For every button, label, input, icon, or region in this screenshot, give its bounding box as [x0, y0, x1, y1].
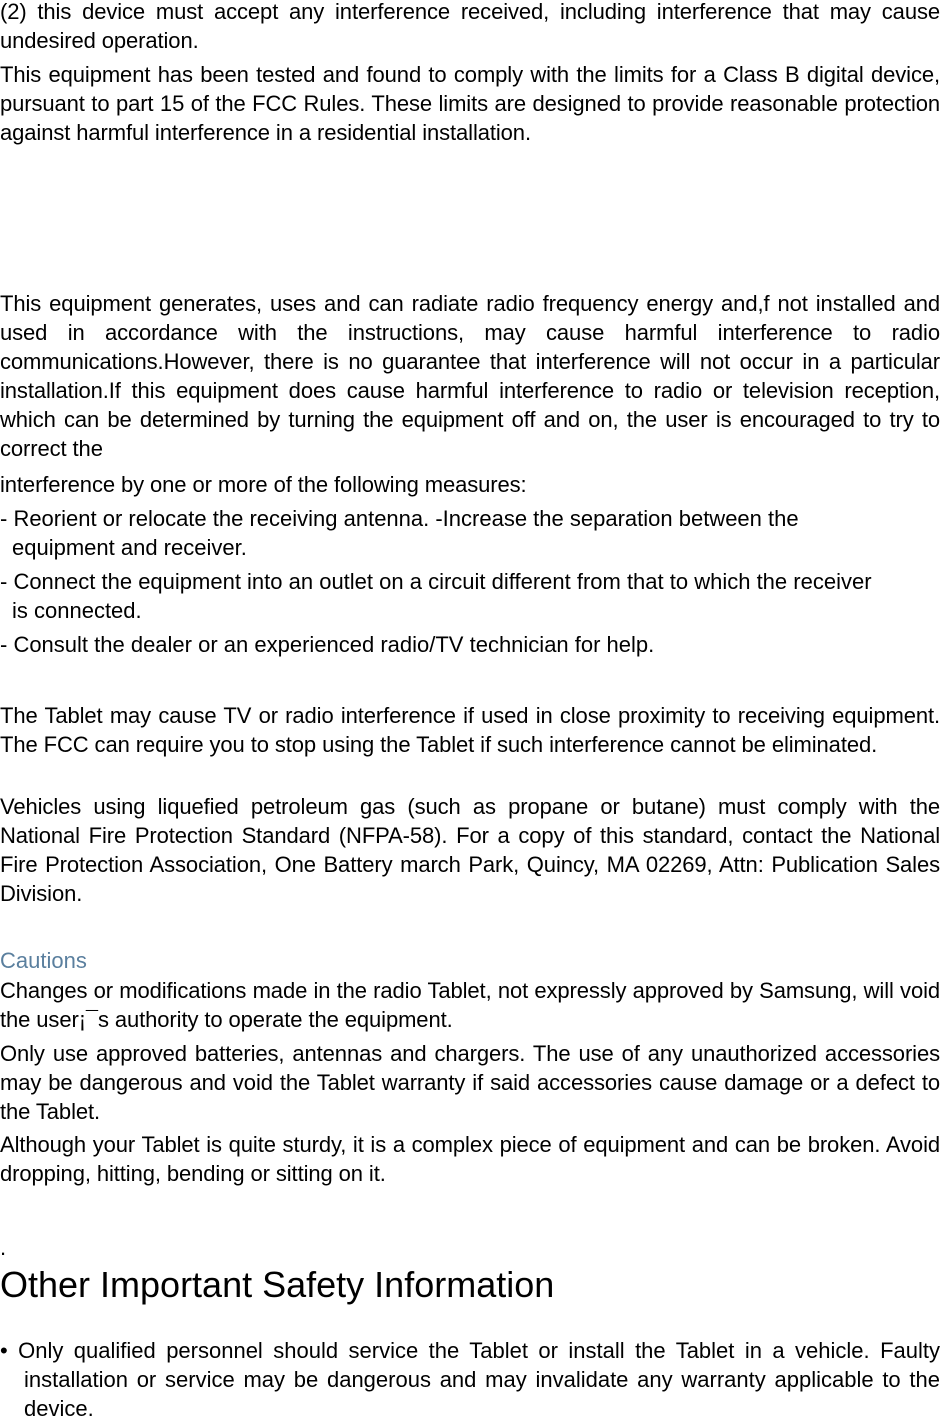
- paragraph-rf-energy: This equipment generates, uses and can radiate radio frequency energy and,f not installed and used in accordance with the instructions, may cause harmful interference to radio communications.However, there is no guarantee that interference will not occur in a particular installation.If this equipment does cause harmful interference to radio or television reception, which can be determined by turning the equipment off and on, the user is encouraged to try to correct the: [0, 291, 940, 461]
- paragraph-measures-intro: interference by one or more of the following measures:: [0, 472, 527, 497]
- measure-item-reorient: - Reorient or relocate the receiving antenna. -Increase the separation between the equipment and receiver.: [0, 506, 799, 560]
- paragraph-lpg-vehicles: Vehicles using liquefied petroleum gas (such as propane or butane) must comply with the National Fire Protection Standard (NFPA-58). For a copy of this standard, contact the National Fire Protection Association, One Battery march Park, Quincy, MA 02269, Attn: Publication Sales Division.: [0, 794, 940, 906]
- safety-info-heading: Other Important Safety Information: [0, 1264, 555, 1305]
- separator-dot: .: [0, 1235, 7, 1260]
- paragraph-accept-interference: (2) this device must accept any interference received, including interference that may cause undesired operation.: [0, 0, 940, 53]
- measure-item-consult: - Consult the dealer or an experienced radio/TV technician for help.: [0, 632, 655, 657]
- caution-approved-accessories: Only use approved batteries, antennas and chargers. The use of any unauthorized accessories may be dangerous and void the Tablet warranty if said accessories cause damage or a defect to the Tablet.: [0, 1041, 940, 1124]
- measure-item-outlet: - Connect the equipment into an outlet on a circuit different from that to which the receiver is connected.: [0, 569, 872, 623]
- safety-item-qualified-personnel: • Only qualified personnel should service the Tablet or install the Tablet in a vehicle. Faulty installation or service may be dangerous and may invalidate any warranty applicable to the device.: [0, 1338, 940, 1421]
- paragraph-tv-interference: The Tablet may cause TV or radio interference if used in close proximity to receiving equipment. The FCC can require you to stop using the Tablet if such interference cannot be eliminated.: [0, 703, 940, 757]
- caution-modifications: Changes or modifications made in the radio Tablet, not expressly approved by Samsung, will void the user¡¯s authority to operate the equipment.: [0, 978, 940, 1032]
- paragraph-class-b-compliance: This equipment has been tested and found to comply with the limits for a Class B digital device, pursuant to part 15 of the FCC Rules. These limits are designed to provide reasonable protection against harmful interference in a residential installation.: [0, 62, 940, 145]
- caution-handling: Although your Tablet is quite sturdy, it is a complex piece of equipment and can be broken. Avoid dropping, hitting, bending or sitting on it.: [0, 1132, 940, 1186]
- cautions-heading: Cautions: [0, 948, 87, 973]
